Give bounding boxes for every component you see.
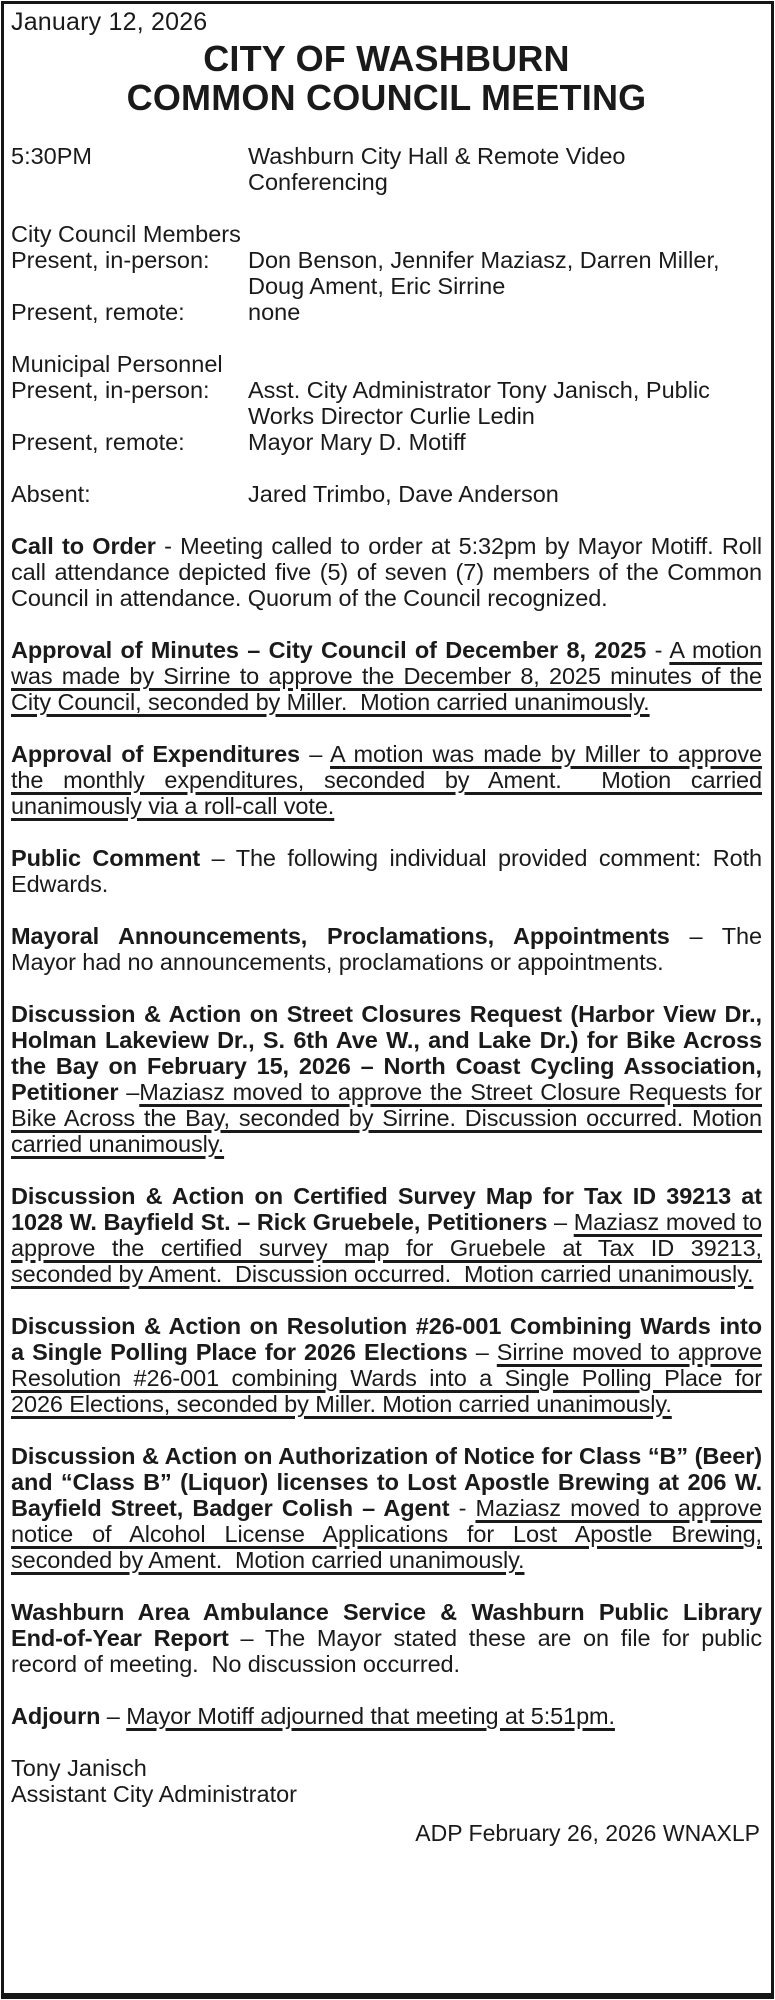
municipal-personnel-header: Municipal Personnel <box>11 351 223 377</box>
paragraph-body: Maziasz moved to approve the Street Closure Requests for Bike Across the Bay, seconded by Sirrine. Discussion occurred. Motion carried unanimously. <box>11 1079 762 1157</box>
present-remote-label: Present, remote: <box>11 429 185 455</box>
paragraph-body: Maziasz moved to approve notice of Alcohol License Applications for Lost Apostle Brewing, seconded by Ament. Motion carried unanimously. <box>11 1495 763 1573</box>
paragraph-body: Sirrine moved to approve Resolution #26-001 combining Wards into a Single Polling Place for 2026 Elections, seconded by Miller. Motion carried unanimously. <box>11 1339 763 1417</box>
present-in-person-value: Asst. City Administrator Tony Janisch, Public Works Director Curlie Ledin <box>248 377 710 429</box>
present-remote-label: Present, remote: <box>11 299 185 325</box>
paragraph-separator: - <box>646 637 670 663</box>
paragraph-approval-of-minutes <box>11 637 762 715</box>
paragraph-body: A motion was made by Miller to approve the monthly expenditures, seconded by Ament. Motion carried unanimously via a roll-call vote. <box>11 741 763 819</box>
paragraph-heading: Adjourn <box>11 1703 101 1729</box>
council-remote-row <box>11 299 762 325</box>
meeting-date: January 12, 2026 <box>11 8 208 36</box>
absent-row <box>11 481 762 507</box>
paragraph-separator: – <box>118 1079 140 1105</box>
paragraph-public-comment <box>11 845 762 897</box>
paragraph-street-closures <box>11 1001 762 1157</box>
paragraph-separator: – <box>669 923 722 949</box>
paragraph-heading: Discussion & Action on Authorization of Notice for Class “B” (Beer) and “Class B” (Liquor) licenses to Lost Apostle Brewing at 206 W. Bayfield Street, Badger Colish – Agent <box>11 1443 762 1521</box>
paragraph-body: The following individual provided comment: Roth Edwards. <box>11 845 762 897</box>
paragraph-body: Mayor Motiff adjourned that meeting at 5:51pm. <box>126 1703 615 1729</box>
paragraph-separator: – <box>228 1625 265 1651</box>
paragraph-class-b-licenses <box>11 1443 762 1573</box>
paragraph-heading: Public Comment <box>11 845 201 871</box>
paragraph-heading: Call to Order <box>11 533 156 559</box>
paragraph-separator: – <box>300 741 331 767</box>
personnel-in-person-row <box>11 377 762 429</box>
paragraph-heading: Discussion & Action on Resolution #26-001 Combining Wards into a Single Polling Place for 2026 Elections <box>11 1313 762 1365</box>
paragraph-heading: Approval of Minutes – City Council of December 8, 2025 <box>11 637 647 663</box>
paragraph-approval-of-expenditures <box>11 741 762 819</box>
paragraph-heading: Approval of Expenditures <box>11 741 301 767</box>
present-in-person-label: Present, in-person: <box>11 377 210 403</box>
paragraph-separator: – <box>100 1703 127 1729</box>
paragraph-heading: Mayoral Announcements, Proclamations, Appointments <box>11 923 670 949</box>
paragraph-body: A motion was made by Sirrine to approve the December 8, 2025 minutes of the City Council, seconded by Miller. Motion carried unanimously. <box>11 637 762 715</box>
paragraph-end-of-year-reports <box>11 1599 762 1677</box>
paragraph-body: The Mayor stated these are on file for public record of meeting. No discussion occurred. <box>11 1625 762 1677</box>
paragraph-heading: Discussion & Action on Street Closures Request (Harbor View Dr., Holman Lakeview Dr., S. 6th Ave W., and Lake Dr.) for Bike Across the Bay on February 15, 2026 – North Coast Cycling Association, Petitioner <box>11 1001 762 1105</box>
absent-label: Absent: <box>11 481 91 507</box>
title-line-2: COMMON COUNCIL MEETING <box>126 77 647 118</box>
absent-value: Jared Trimbo, Dave Anderson <box>248 481 559 507</box>
present-remote-value: none <box>248 299 301 325</box>
paragraph-separator: – <box>547 1209 574 1235</box>
time-location-row <box>11 143 762 195</box>
paragraph-call-to-order <box>11 533 762 611</box>
paragraph-body: The Mayor had no announcements, proclamations or appointments. <box>11 923 762 975</box>
legal-notice-page <box>1 1 774 1999</box>
paragraph-resolution-26-001 <box>11 1313 762 1417</box>
present-in-person-value: Don Benson, Jennifer Maziasz, Darren Miller, Doug Ament, Eric Sirrine <box>248 247 720 299</box>
meeting-time: 5:30PM <box>11 143 92 169</box>
publication-footer: ADP February 26, 2026 WNAXLP <box>415 1820 760 1846</box>
paragraph-mayoral-announcements <box>11 923 762 975</box>
paragraph-body: Maziasz moved to approve the certified survey map for Gruebele at Tax ID 39213, seconded by Ament. Discussion occurred. Motion carried unanimously. <box>11 1209 763 1287</box>
paragraph-adjourn <box>11 1703 762 1729</box>
paragraph-heading: Washburn Area Ambulance Service & Washburn Public Library End-of-Year Report <box>11 1599 762 1651</box>
signature-block <box>11 1755 762 1807</box>
paragraph-separator: - <box>449 1495 476 1521</box>
paragraph-certified-survey-map <box>11 1183 762 1287</box>
council-in-person-row <box>11 247 762 299</box>
paragraph-separator: – <box>467 1339 497 1365</box>
page-title <box>11 39 762 117</box>
paragraph-body: Meeting called to order at 5:32pm by Mayor Motiff. Roll call attendance depicted five (5) of seven (7) members of the Common Council in attendance. Quorum of the Council recognized. <box>11 533 763 611</box>
present-in-person-label: Present, in-person: <box>11 247 210 273</box>
paragraph-separator: - <box>155 533 181 559</box>
title-line-1: CITY OF WASHBURN <box>203 38 570 79</box>
signature-title: Assistant City Administrator <box>11 1781 298 1807</box>
present-remote-value: Mayor Mary D. Motiff <box>248 429 466 455</box>
signature-name: Tony Janisch <box>11 1755 147 1781</box>
paragraph-heading: Discussion & Action on Certified Survey Map for Tax ID 39213 at 1028 W. Bayfield St. – Rick Gruebele, Petitioners <box>11 1183 762 1235</box>
council-members-header: City Council Members <box>11 221 241 247</box>
personnel-remote-row <box>11 429 762 455</box>
paragraph-separator: – <box>200 845 236 871</box>
meeting-location: Washburn City Hall & Remote Video Conferencing <box>248 143 626 195</box>
